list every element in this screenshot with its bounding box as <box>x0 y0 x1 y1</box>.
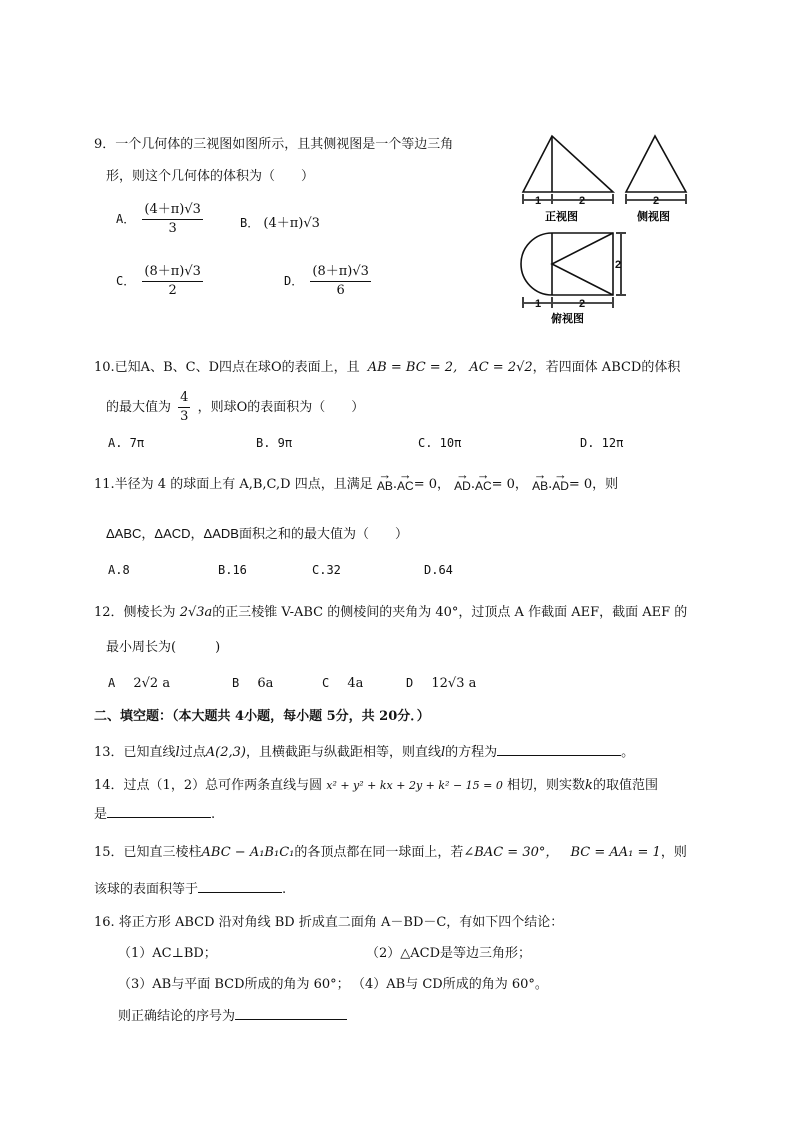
q16-conclusion-1: （1）AC⊥BD； <box>118 946 217 961</box>
q13-line-l: l <box>440 745 446 760</box>
q15-angle: ∠BAC = 30°， <box>463 845 559 860</box>
q10-line2 <box>106 390 364 425</box>
q10-condition-1: AB = BC = 2, <box>367 360 458 375</box>
option-label: B <box>232 676 240 690</box>
q13-post: ，且横截距与纵截距相等，则直线 <box>245 745 441 760</box>
q11-option-a: A.8 <box>108 563 130 577</box>
q13-line <box>94 741 634 760</box>
fraction-denominator: 3 <box>180 409 189 424</box>
q11-eq2: = 0， <box>491 477 528 492</box>
answer-blank[interactable] <box>198 880 282 893</box>
option-value: 12√3 a <box>431 676 477 691</box>
q9-line1: 9．一个几何体的三视图如图所示，且其侧视图是一个等边三角 <box>94 137 454 152</box>
q11-eq1: = 0， <box>413 477 450 492</box>
option-text: (4＋π)√3 <box>263 216 320 231</box>
q14-pre: 14．过点（1，2）总可作两条直线与圆 <box>94 778 323 793</box>
fraction <box>142 202 203 237</box>
dim-top-2: 2 <box>579 298 586 310</box>
q11-eq3: = 0，则 <box>568 477 619 492</box>
option-label: A <box>108 676 116 690</box>
q15-pre: 15．已知直三棱柱 <box>94 845 202 860</box>
fraction-numerator: (8＋π)√3 <box>142 264 203 282</box>
answer-blank[interactable] <box>497 743 621 756</box>
dim-side: 2 <box>653 195 660 207</box>
q12-option-b <box>232 676 273 691</box>
q12-option-a <box>108 676 170 691</box>
q11-line1: 11.半径为 4 的球面上有 A,B,C,D 四点，且满足 → AB . → AC = 0， → AD . → AC = 0， → AB . → AD = 0，则 <box>94 467 619 493</box>
q14-post: 相切，则实数 <box>507 778 586 793</box>
q11-prefix: 11.半径为 4 的球面上有 A,B,C,D 四点，且满足 <box>94 477 373 492</box>
answer-blank[interactable] <box>107 805 211 818</box>
vector-ad: → AD <box>552 467 569 493</box>
q15-line2-end: . <box>282 882 287 897</box>
vector-ad: → AD <box>454 467 471 493</box>
q10-line1 <box>94 356 680 375</box>
q14-line2 <box>94 803 215 822</box>
q15-post: ，则 <box>660 845 687 860</box>
q14-line2-pre: 是 <box>94 807 108 822</box>
q9-line2: 形，则这个几何体的体积为（ ） <box>106 169 315 184</box>
top-view <box>521 233 626 308</box>
q16-conclusion-4: （4）AB与 CD所成的角为 60°。 <box>352 977 548 992</box>
q10-suffix: ，若四面体 ABCD的体积 <box>532 360 681 375</box>
q15-line2-text: 该球的表面积等于 <box>94 882 199 897</box>
q12-expr: 2√3a <box>179 605 213 620</box>
q9-option-d <box>284 264 374 299</box>
q10-option-b: B. 9π <box>256 436 293 450</box>
q15-prism: ABC − A₁B₁C₁ <box>201 845 295 860</box>
q14-equation: x² + y² + kx + 2y + k² − 15 = 0 <box>326 779 503 792</box>
q10-condition-2: AC = 2√2 <box>469 360 533 375</box>
option-value: 2√2 a <box>133 676 171 691</box>
q13-line-l: l <box>175 745 180 760</box>
q11-option-d: D.64 <box>424 563 453 577</box>
q13-point: A(2,3) <box>205 745 246 760</box>
q16-conclusion-3: （3）AB与平面 BCD所成的角为 60°； <box>118 977 350 992</box>
top-view-caption: 俯视图 <box>551 313 584 325</box>
option-label: D <box>406 676 414 690</box>
q15-line2 <box>94 878 286 897</box>
dim-1: 1 <box>535 195 542 207</box>
fraction-numerator: (8＋π)√3 <box>310 264 371 282</box>
q11-option-b: B.16 <box>218 563 247 577</box>
q12-option-c <box>322 676 363 691</box>
q14-end: 的取值范围 <box>592 778 658 793</box>
q13-tail: 。 <box>621 745 635 760</box>
option-label: D． <box>284 274 304 288</box>
q15-mid: 的各顶点都在同一球面上，若 <box>294 845 464 860</box>
q14-line1 <box>94 774 658 793</box>
q10-line2-pre: 的最大值为 <box>106 400 172 415</box>
fraction-numerator: 4 <box>178 390 190 408</box>
option-value: 4a <box>347 676 364 691</box>
option-value: 6a <box>257 676 274 691</box>
q9-option-a <box>116 202 206 237</box>
q16-ask <box>118 1005 347 1024</box>
q12-option-d <box>406 676 476 691</box>
q14-k: k <box>585 778 593 793</box>
fraction-denominator: 3 <box>168 221 177 236</box>
side-view-caption: 侧视图 <box>637 211 670 223</box>
three-view-figure <box>515 130 695 325</box>
q16-line1: 16. 将正方形 ABCD 沿对角线 BD 折成直二面角 A－BD－C，有如下四个结论： <box>94 915 564 930</box>
q11-line2: ΔABC，ΔACD，ΔADB面积之和的最大值为（ ） <box>106 526 408 541</box>
front-view-caption: 正视图 <box>545 211 578 223</box>
q15-condition: BC = AA₁ = 1 <box>570 845 661 860</box>
fraction-numerator: (4＋π)√3 <box>142 202 203 220</box>
q10-option-d: D. 12π <box>580 436 624 450</box>
vector-ab: → AB <box>532 467 549 493</box>
q11-option-c: C.32 <box>312 563 341 577</box>
q12-line1-post: 的正三棱锥 V-ABC 的侧棱间的夹角为 40°，过顶点 A 作截面 AEF，截面 AEF 的 <box>212 605 688 620</box>
q13-pre: 13．已知直线 <box>94 745 176 760</box>
q14-line2-post: . <box>211 807 216 822</box>
option-label: B． <box>240 216 260 230</box>
q16-ask-text: 则正确结论的序号为 <box>118 1009 236 1024</box>
q15-line1 <box>94 841 687 860</box>
section-heading: 二、填空题：（本大题共 4小题，每小题 5分，共 20分．） <box>94 709 430 724</box>
front-view <box>523 136 613 204</box>
q10-option-c: C. 10π <box>418 436 462 450</box>
q12-line1-pre: 12．侧棱长为 <box>94 605 176 620</box>
q12-line2: 最小周长为( ) <box>106 640 221 655</box>
q10-line2-post: ，则球O的表面积为（ ） <box>197 400 365 415</box>
fraction <box>178 390 190 425</box>
q13-end: 的方程为 <box>445 745 498 760</box>
fraction <box>142 264 203 299</box>
q10-option-a: A. 7π <box>108 436 145 450</box>
dim-2: 2 <box>579 195 586 207</box>
fraction <box>310 264 371 299</box>
option-label: A． <box>116 212 136 226</box>
q9-option-b <box>240 212 320 231</box>
q9-option-c <box>116 264 206 299</box>
vector-ac: → AC <box>397 467 414 493</box>
option-label: C <box>322 676 330 690</box>
vector-ab: → AB <box>376 467 393 493</box>
dim-top-1: 1 <box>535 298 542 310</box>
dim-top-height: 2 <box>615 259 622 271</box>
q12-line1 <box>94 601 687 620</box>
q16-conclusion-2: （2）△ACD是等边三角形； <box>366 946 532 961</box>
answer-blank[interactable] <box>235 1007 347 1020</box>
vector-ac: → AC <box>474 467 492 493</box>
option-label: C． <box>116 274 136 288</box>
q10-prefix: 10.已知A、B、C、D四点在球O的表面上，且 <box>94 360 360 375</box>
fraction-denominator: 2 <box>168 283 177 298</box>
fraction-denominator: 6 <box>336 283 345 298</box>
side-view <box>626 136 686 204</box>
q13-mid: 过点 <box>179 745 206 760</box>
